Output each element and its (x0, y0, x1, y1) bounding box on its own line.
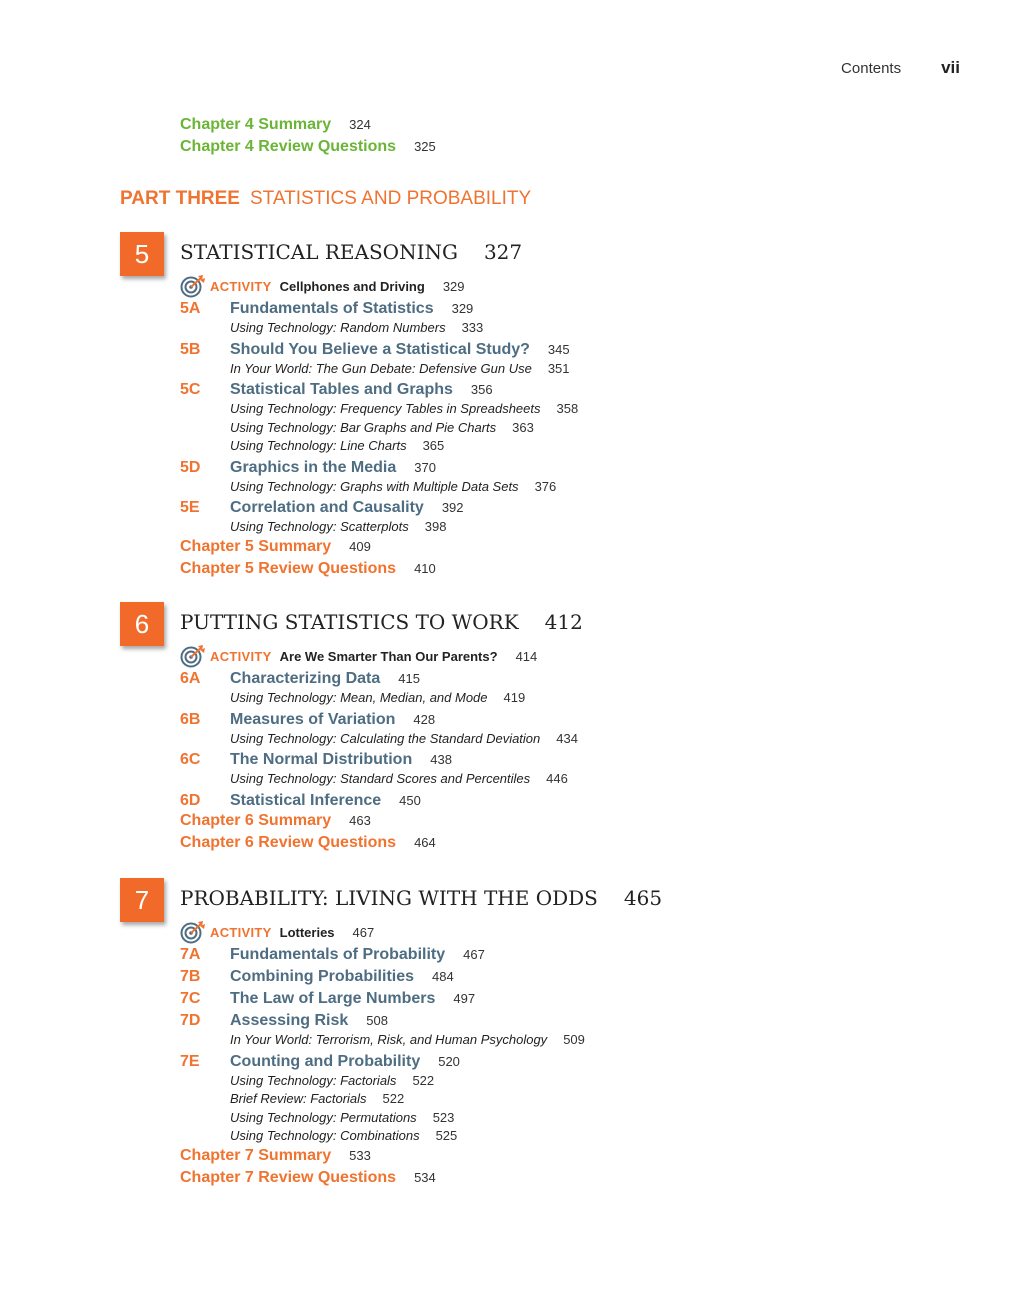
section-entry-5b[interactable] (180, 341, 980, 361)
section-page: 450 (399, 792, 421, 808)
subsection-entry[interactable] (180, 1073, 980, 1092)
activity-label: ACTIVITY (210, 648, 272, 664)
toc-entry-ch4-summary[interactable] (180, 116, 436, 138)
subsection-entry[interactable] (180, 361, 980, 380)
chapter-contents (180, 644, 980, 856)
section-entry-5d[interactable] (180, 459, 980, 479)
entry-label: Chapter 7 Review Questions (180, 1168, 397, 1186)
section-code: 5C (180, 381, 201, 398)
entry-label: Chapter 5 Summary (180, 537, 332, 555)
chapter-title: PROBABILITY: LIVING WITH THE ODDS (180, 886, 598, 910)
toc-entry-ch7-review[interactable] (180, 1169, 980, 1191)
running-header (841, 58, 960, 78)
toc-entry-ch4-review[interactable] (180, 138, 436, 160)
activity-label: ACTIVITY (210, 924, 272, 940)
chapter-page: 412 (544, 610, 583, 634)
section-code: 6A (180, 670, 201, 687)
subsection-entry[interactable] (180, 690, 980, 709)
section-code: 7A (180, 946, 201, 963)
previous-chapter-endmatter (180, 116, 436, 160)
subsection-title: Using Technology: Combinations (230, 1128, 420, 1143)
section-title: Graphics in the Media (230, 458, 397, 476)
section-page: 428 (413, 711, 436, 727)
section-title: Should You Believe a Statistical Study? (230, 340, 530, 358)
toc-entry-ch6-summary[interactable] (180, 812, 980, 834)
section-title: Characterizing Data (230, 670, 381, 687)
entry-label: Chapter 4 Summary (180, 116, 332, 133)
section-entry-6c[interactable] (180, 751, 980, 771)
chapter-title: PUTTING STATISTICS TO WORK (180, 610, 519, 634)
section-page: 345 (547, 341, 570, 357)
activity-page: 414 (515, 648, 538, 664)
section-code: 5A (180, 300, 201, 317)
entry-label: Chapter 5 Review Questions (180, 559, 397, 577)
entry-page: 325 (414, 139, 436, 154)
activity-title: Are We Smarter Than Our Parents? (279, 648, 498, 664)
subsection-entry[interactable] (180, 1032, 980, 1051)
subsection-page: 419 (503, 690, 526, 705)
section-code: 6C (180, 751, 201, 768)
section-code: 7D (180, 1012, 201, 1029)
subsection-title: Using Technology: Bar Graphs and Pie Charts (230, 419, 497, 435)
subsection-page: 523 (432, 1109, 455, 1125)
subsection-title: Using Technology: Calculating the Standard Deviation (230, 730, 541, 746)
subsection-entry[interactable] (180, 320, 980, 339)
toc-entry-ch6-review[interactable] (180, 834, 980, 856)
target-arrow-icon (180, 644, 210, 668)
activity-title: Cellphones and Driving (279, 278, 425, 294)
chapter-title: STATISTICAL REASONING (180, 240, 458, 264)
section-page: 415 (398, 671, 420, 686)
activity-entry[interactable] (180, 920, 980, 944)
subsection-entry[interactable] (180, 1110, 980, 1129)
chapter-heading[interactable] (180, 240, 522, 264)
activity-page: 329 (442, 278, 465, 294)
subsection-entry[interactable] (180, 1128, 980, 1147)
chapter-contents (180, 274, 980, 582)
section-entry-5a[interactable] (180, 300, 980, 320)
section-title: Counting and Probability (230, 1052, 421, 1070)
section-title: The Normal Distribution (230, 751, 413, 768)
chapter-page: 465 (623, 886, 663, 910)
activity-entry[interactable] (180, 274, 980, 298)
section-entry-7d[interactable] (180, 1012, 980, 1032)
section-code: 7B (180, 968, 201, 985)
chapter-page: 327 (483, 240, 523, 264)
subsection-page: 446 (546, 771, 568, 786)
subsection-page: 434 (556, 730, 578, 746)
section-title: Assessing Risk (230, 1012, 349, 1029)
section-title: Fundamentals of Probability (230, 946, 446, 963)
section-page: 467 (463, 947, 485, 962)
subsection-entry[interactable] (180, 420, 980, 439)
chapter-number-badge: 6 (120, 602, 164, 646)
section-page: 438 (430, 752, 452, 767)
entry-page: 533 (349, 1147, 371, 1163)
section-page: 370 (414, 459, 436, 475)
subsection-title: Using Technology: Line Charts (230, 438, 407, 453)
entry-page: 534 (414, 1169, 436, 1185)
chapter-number-badge: 7 (120, 878, 164, 922)
subsection-page: 509 (563, 1032, 585, 1047)
entry-page: 324 (349, 117, 371, 132)
section-page: 520 (438, 1053, 460, 1069)
section-entry-5e[interactable] (180, 499, 980, 519)
subsection-entry[interactable] (180, 519, 980, 538)
activity-entry[interactable] (180, 644, 980, 668)
section-entry-7c[interactable] (180, 990, 980, 1010)
entry-label: Chapter 6 Summary (180, 811, 332, 829)
section-entry-7e[interactable] (180, 1053, 980, 1073)
subsection-title: Using Technology: Permutations (230, 1109, 417, 1125)
section-code: 6B (180, 710, 201, 728)
subsection-title: Using Technology: Standard Scores and Percentiles (230, 771, 531, 786)
subsection-entry[interactable] (180, 479, 980, 498)
subsection-title: In Your World: Terrorism, Risk, and Human Psychology (230, 1032, 548, 1047)
subsection-entry[interactable] (180, 438, 980, 457)
section-code: 7C (180, 990, 201, 1007)
subsection-title: In Your World: The Gun Debate: Defensive Gun Use (230, 360, 532, 376)
section-title: Correlation and Causality (230, 499, 424, 516)
activity-page: 467 (352, 924, 375, 940)
subsection-page: 363 (512, 419, 534, 435)
section-entry-7b[interactable] (180, 968, 980, 988)
toc-entry-ch5-summary[interactable] (180, 538, 980, 560)
entry-label: Chapter 6 Review Questions (180, 833, 397, 851)
chapter-endmatter (180, 538, 980, 582)
subsection-page: 365 (422, 438, 445, 453)
part-number: PART THREE (120, 188, 240, 209)
chapter-heading[interactable] (180, 610, 583, 634)
part-heading (120, 188, 531, 210)
section-title: Measures of Variation (230, 710, 396, 728)
section-page: 484 (432, 969, 454, 984)
subsection-page: 376 (534, 478, 557, 494)
section-code: 5D (180, 458, 201, 476)
section-page: 392 (441, 500, 464, 515)
section-page: 356 (470, 382, 493, 397)
section-page: 329 (451, 301, 474, 316)
section-code: 7E (180, 1052, 200, 1070)
subsection-title: Using Technology: Graphs with Multiple Data Sets (230, 478, 519, 494)
subsection-page: 358 (556, 401, 579, 416)
section-entry-5c[interactable] (180, 381, 980, 401)
entry-page: 410 (414, 560, 436, 576)
entry-label: Chapter 7 Summary (180, 1146, 332, 1164)
subsection-page: 351 (547, 360, 570, 376)
subsection-page: 333 (461, 320, 484, 335)
section-title: Statistical Inference (230, 791, 382, 809)
subsection-title: Using Technology: Frequency Tables in Spreadsheets (230, 401, 541, 416)
entry-page: 409 (349, 538, 371, 554)
subsection-entry[interactable] (180, 771, 980, 790)
subsection-entry[interactable] (180, 731, 980, 750)
section-page: 497 (453, 991, 476, 1006)
chapter-endmatter (180, 812, 980, 856)
section-title: The Law of Large Numbers (230, 990, 436, 1007)
chapter-number-badge: 5 (120, 232, 164, 276)
section-entry-6d[interactable] (180, 792, 980, 812)
activity-label: ACTIVITY (210, 278, 272, 294)
entry-page: 463 (349, 812, 371, 828)
subsection-page: 522 (412, 1072, 435, 1088)
subsection-title: Using Technology: Random Numbers (230, 320, 446, 335)
subsection-title: Brief Review: Factorials (230, 1091, 367, 1106)
section-entry-6b[interactable] (180, 711, 980, 731)
target-arrow-icon (180, 274, 210, 298)
section-code: 5B (180, 340, 201, 358)
section-title: Combining Probabilities (230, 968, 415, 985)
part-title: STATISTICS AND PROBABILITY (249, 188, 532, 209)
section-entry-7a[interactable] (180, 946, 980, 966)
entry-page: 464 (414, 834, 436, 850)
subsection-title: Using Technology: Factorials (230, 1072, 397, 1088)
section-title: Fundamentals of Statistics (230, 300, 434, 317)
section-page: 508 (366, 1013, 388, 1028)
page-number: vii (941, 58, 960, 77)
subsection-page: 398 (424, 519, 447, 534)
running-header-title: Contents (841, 60, 902, 77)
chapter-heading[interactable] (180, 886, 662, 910)
activity-title: Lotteries (279, 924, 335, 940)
section-title: Statistical Tables and Graphs (230, 381, 453, 398)
section-code: 5E (180, 499, 200, 516)
chapter-endmatter (180, 1147, 980, 1191)
chapter-contents (180, 920, 980, 1191)
section-code: 6D (180, 791, 201, 809)
subsection-title: Using Technology: Mean, Median, and Mode (230, 690, 488, 705)
subsection-page: 522 (382, 1091, 405, 1106)
section-entry-6a[interactable] (180, 670, 980, 690)
subsection-entry[interactable] (180, 401, 980, 420)
target-arrow-icon (180, 920, 210, 944)
entry-label: Chapter 4 Review Questions (180, 138, 397, 155)
subsection-title: Using Technology: Scatterplots (230, 519, 409, 534)
toc-entry-ch5-review[interactable] (180, 560, 980, 582)
toc-entry-ch7-summary[interactable] (180, 1147, 980, 1169)
subsection-entry[interactable] (180, 1091, 980, 1110)
subsection-page: 525 (435, 1128, 458, 1143)
